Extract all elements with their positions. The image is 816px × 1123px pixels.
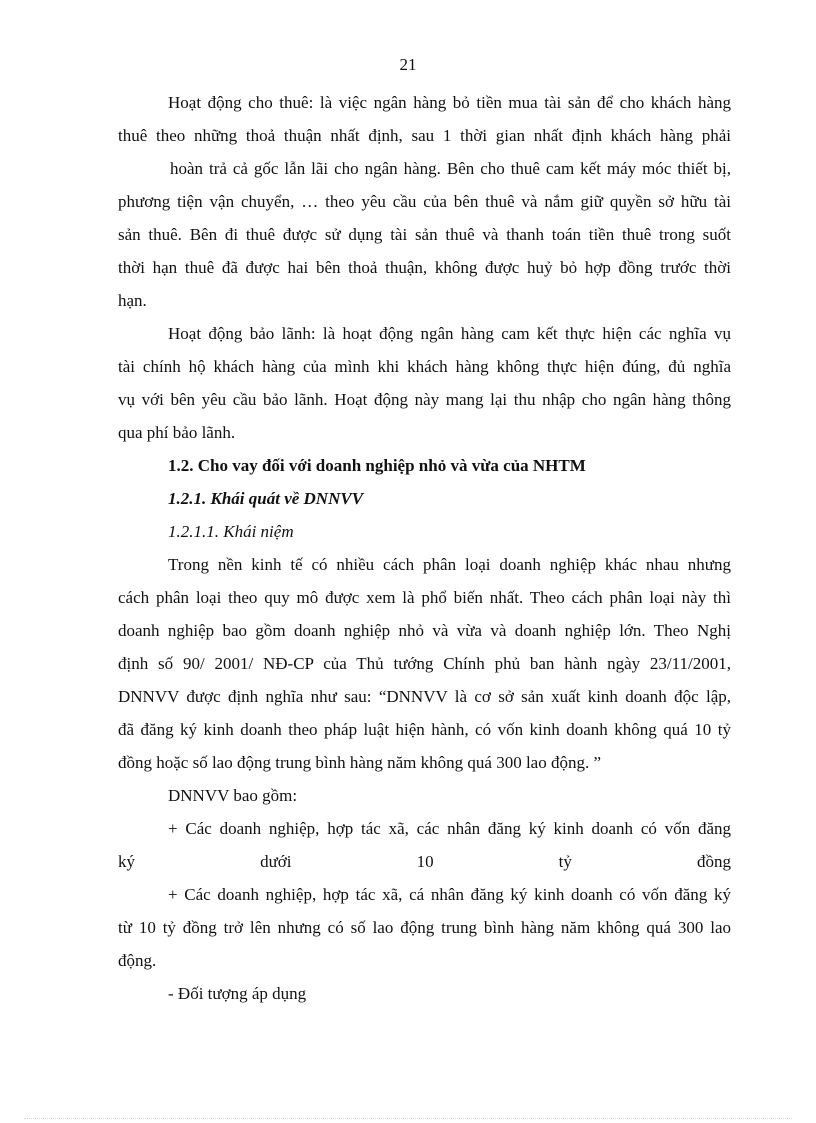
text-line: hoàn trả cả gốc lẫn lãi cho ngân hàng. Bên cho thuê cam kết máy móc thiết bị,: [170, 159, 731, 178]
text-line: đồng hoặc số lao động trung bình hàng năm không quá 300 lao động. ”: [118, 753, 602, 772]
text-line: cách phân loại theo quy mô được xem là phổ biến nhất. Theo cách phân loại này thì: [118, 588, 731, 607]
text-line: thời hạn thuê đã được hai bên thoả thuận, không được huỷ bỏ hợp đồng trước thời: [118, 258, 731, 277]
text-line: DNNVV bao gồm:: [168, 786, 298, 805]
section-heading: 1.2. Cho vay đối với doanh nghiệp nhỏ và vừa của NHTM: [168, 456, 586, 475]
text-line: định số 90/ 2001/ NĐ-CP của Thủ tướng Chính phủ ban hành ngày 23/11/2001,: [118, 654, 731, 673]
text-line: Trong nền kinh tế có nhiều cách phân loại doanh nghiệp khác nhau nhưng: [168, 555, 731, 574]
text-line: đã đăng ký kinh doanh theo pháp luật hiện hành, có vốn kinh doanh không quá 10 tỷ: [118, 720, 731, 739]
text-line: qua phí bảo lãnh.: [118, 423, 236, 442]
text-line: tài chính hộ khách hàng của mình khi khách hàng không thực hiện đúng, đủ nghĩa: [118, 357, 731, 376]
text-line: DNNVV được định nghĩa như sau: “DNNVV là cơ sở sản xuất kinh doanh độc lập,: [118, 687, 731, 706]
list-item-continuation: ký dưới 10 tỷ đồng: [118, 852, 731, 871]
text-line: phương tiện vận chuyển, … theo yêu cầu của bên thuê và nắm giữ quyền sở hữu tài: [118, 192, 731, 211]
footer-divider: [24, 1118, 792, 1119]
text-line: - Đối tượng áp dụng: [168, 984, 307, 1003]
text-line: hạn.: [118, 291, 147, 310]
text-line: sản thuê. Bên đi thuê được sử dụng tài sản thuê và thanh toán tiền thuê trong suốt: [118, 225, 731, 244]
text-line: vụ với bên yêu cầu bảo lãnh. Hoạt động này mang lại thu nhập cho ngân hàng thông: [118, 390, 731, 409]
text-line: doanh nghiệp bao gồm doanh nghiệp nhỏ và vừa và doanh nghiệp lớn. Theo Nghị: [118, 621, 731, 640]
list-item: + Các doanh nghiệp, hợp tác xã, cá nhân đăng ký kinh doanh có vốn đăng ký: [168, 885, 731, 904]
subsubsection-heading: 1.2.1.1. Khái niệm: [168, 522, 294, 541]
text-line: Hoạt động cho thuê: là việc ngân hàng bỏ tiền mua tài sản để cho khách hàng: [168, 93, 731, 112]
subsection-heading: 1.2.1. Khái quát về DNNVV: [168, 489, 364, 508]
list-item-continuation: từ 10 tỷ đồng trở lên nhưng có số lao động trung bình hàng năm không quá 300 lao: [118, 918, 731, 937]
list-item: + Các doanh nghiệp, hợp tác xã, các nhân đăng ký kinh doanh có vốn đăng: [168, 819, 731, 838]
page-number: 21: [399, 55, 417, 74]
text-line: Hoạt động bảo lãnh: là hoạt động ngân hàng cam kết thực hiện các nghĩa vụ: [168, 324, 731, 343]
text-line: thuê theo những thoả thuận nhất định, sau 1 thời gian nhất định khách hàng phải: [118, 126, 731, 145]
list-item-continuation: động.: [118, 951, 157, 970]
